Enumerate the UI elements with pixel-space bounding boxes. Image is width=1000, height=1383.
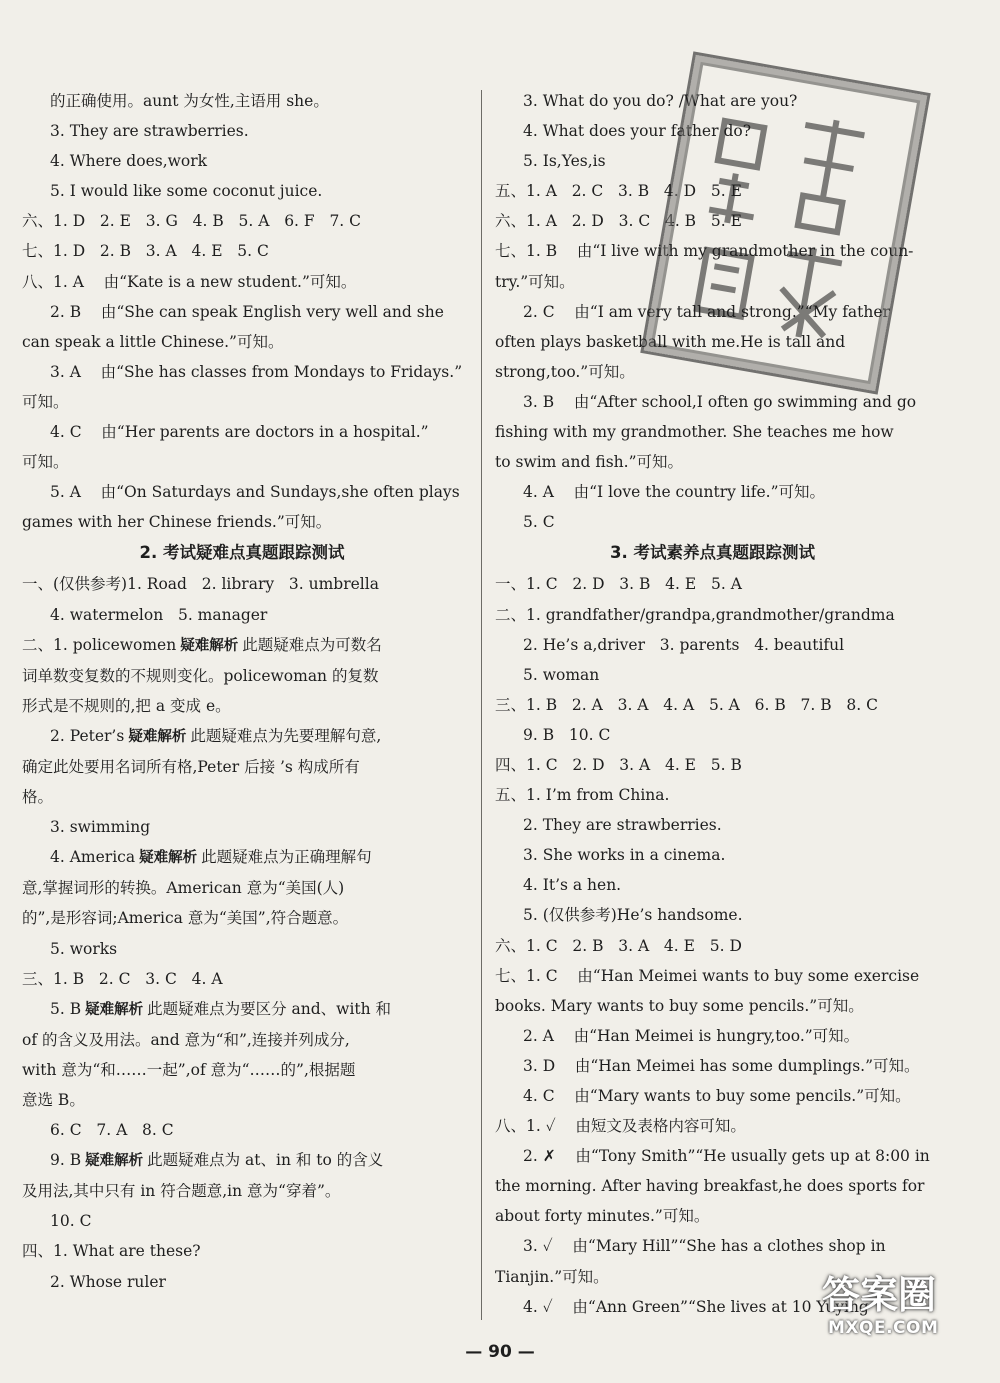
answer-line: 五、1. A 2. C 3. B 4. D 5. E — [495, 182, 742, 201]
answer-line: 六、1. C 2. B 3. A 4. E 5. D — [495, 936, 742, 955]
answer-text: 4. America — [50, 848, 136, 867]
answer-line: 5. works — [50, 939, 118, 958]
answer-line: 七、1. C 由“Han Meimei wants to buy some exercise — [495, 966, 920, 985]
answer-line: 六、1. D 2. E 3. G 4. B 5. A 6. F 7. C — [22, 212, 362, 231]
answer-line: 3. She works in a cinema. — [523, 846, 726, 865]
answer-line: 4. C 由“Her parents are doctors in a hospital.” — [50, 423, 429, 442]
answer-line: 一、1. C 2. D 3. B 4. E 5. A — [495, 575, 742, 594]
answer-line: 一、(仅供参考)1. Road 2. library 3. umbrella — [22, 575, 379, 594]
answer-line: with 意为“和……一起”,of 意为“……的”,根据题 — [22, 1060, 356, 1079]
answer-line: 5. A 由“On Saturdays and Sundays,she often plays — [50, 483, 460, 502]
answer-line: 2. He’s a,driver 3. parents 4. beautiful — [523, 635, 845, 654]
analysis-text: 此题疑难点为正确理解句 — [201, 848, 372, 867]
answer-line: about forty minutes.”可知。 — [495, 1207, 710, 1226]
answer-line: 2. A 由“Han Meimei is hungry,too.”可知。 — [523, 1026, 860, 1045]
analysis-text: 此题疑难点为先要理解句意, — [190, 726, 382, 745]
answer-line: 10. C — [50, 1212, 92, 1231]
answer-line: 三、1. B 2. C 3. C 4. A — [22, 969, 223, 988]
answer-line: 4. Where does,work — [50, 152, 208, 171]
answer-line: 5. (仅供参考)He’s handsome. — [523, 906, 743, 925]
answer-line: 二、1. grandfather/grandpa,grandmother/grandma — [495, 605, 895, 624]
analysis-tag: 疑难解析 — [180, 637, 239, 654]
answer-line: Tianjin.”可知。 — [495, 1267, 609, 1286]
answer-text: 二、1. policewomen — [22, 635, 177, 654]
answer-line: the morning. After having breakfast,he does sports for — [495, 1177, 925, 1196]
answer-line — [22, 842, 462, 873]
answer-line: strong,too.”可知。 — [495, 362, 635, 381]
answer-line: 形式是不规则的,把 a 变成 e。 — [22, 696, 231, 715]
answer-line: to swim and fish.”可知。 — [495, 453, 683, 472]
answer-line: 可知。 — [22, 453, 69, 472]
answer-line: 3. B 由“After school,I often go swimming and go — [523, 392, 917, 411]
answer-line: of 的含义及用法。and 意为“和”,连接并列成分, — [22, 1030, 350, 1049]
answer-line: 四、1. What are these? — [22, 1242, 201, 1261]
page-number: — 90 — — [465, 1342, 535, 1362]
answer-line: 八、1. ✓ 由短文及表格内容可知。 — [495, 1117, 746, 1136]
answer-line: 4. What does your father do? — [523, 122, 752, 141]
answer-line: 2. B 由“She can speak English very well and she — [50, 302, 444, 321]
answer-line: 四、1. C 2. D 3. A 4. E 5. B — [495, 755, 742, 774]
watermark-url: MXQE.COM — [828, 1318, 939, 1338]
answer-line: 2. C 由“I am very tall and strong.”“My father — [523, 302, 890, 321]
answer-line: 意,掌握词形的转换。American 意为“美国(人) — [22, 879, 345, 898]
answer-line: 6. C 7. A 8. C — [50, 1121, 174, 1140]
answer-line: 可知。 — [22, 392, 69, 411]
answer-line: 六、1. A 2. D 3. C 4. B 5. E — [495, 212, 742, 231]
analysis-text: 此题疑难点为要区分 and、with 和 — [147, 999, 392, 1018]
answer-line: 4. C 由“Mary wants to buy some pencils.”可知。 — [523, 1087, 911, 1105]
analysis-tag: 疑难解析 — [85, 1001, 144, 1018]
column-divider — [481, 90, 482, 1320]
analysis-text: 此题疑难点为 at、in 和 to 的含义 — [147, 1151, 384, 1170]
answer-line: 5. C — [523, 513, 555, 532]
answer-line: books. Mary wants to buy some pencils.”可知。 — [495, 996, 864, 1015]
answer-line: 词单数变复数的不规则变化。policewoman 的复数 — [22, 666, 379, 685]
answer-text: 2. Peter’s — [50, 726, 125, 745]
answer-line: 5. I would like some coconut juice. — [50, 182, 323, 201]
analysis-tag: 疑难解析 — [139, 850, 198, 867]
answer-line: 4. ✓ 由“Ann Green”“She lives at 10 Yuying — [523, 1297, 869, 1316]
answer-line: try.”可知。 — [495, 272, 575, 291]
answer-line: 及用法,其中只有 in 符合题意,in 意为“穿着”。 — [22, 1182, 341, 1201]
answer-line: 3. D 由“Han Meimei has some dumplings.”可知。 — [523, 1056, 920, 1075]
answer-line: 3. They are strawberries. — [50, 122, 249, 141]
answer-line: 2. They are strawberries. — [523, 816, 722, 835]
analysis-text: 此题疑难点为可数名 — [242, 635, 382, 654]
answer-line: 的”,是形容词;America 意为“美国”,符合题意。 — [22, 909, 349, 928]
answer-line: 五、1. I’m from China. — [495, 786, 670, 805]
answer-line: 2. Whose ruler — [50, 1272, 166, 1291]
answer-line: 4. watermelon 5. manager — [50, 605, 268, 624]
answer-line — [22, 1145, 462, 1176]
stamp-glyphs-icon — [644, 55, 928, 391]
answer-text: 5. B — [50, 999, 82, 1018]
answer-line: 3. What do you do? /What are you? — [523, 92, 798, 110]
answer-line — [22, 630, 462, 661]
answer-line — [22, 994, 462, 1025]
answer-line: 七、1. B 由“I live with my grandmother in the coun- — [495, 242, 914, 261]
answer-line: 格。 — [22, 788, 54, 807]
section-title: 3. 考试素养点真题跟踪测试 — [610, 543, 815, 563]
answer-line: 八、1. A 由“Kate is a new student.”可知。 — [22, 272, 357, 291]
answer-line: 4. It’s a hen. — [523, 876, 622, 895]
analysis-tag: 疑难解析 — [128, 728, 187, 745]
answer-line: 的正确使用。aunt 为女性,主语用 she。 — [50, 92, 329, 110]
answer-line — [22, 721, 462, 752]
answer-line: 2. ✗ 由“Tony Smith”“He usually gets up at 8:00 in — [523, 1147, 930, 1166]
answer-line: 5. Is,Yes,is — [523, 152, 606, 171]
answer-line: games with her Chinese friends.”可知。 — [22, 513, 332, 532]
answer-line: fishing with my grandmother. She teaches me how — [495, 423, 894, 442]
answer-line: 确定此处要用名词所有格,Peter 后接 ’s 构成所有 — [22, 757, 360, 776]
answer-line: 三、1. B 2. A 3. A 4. A 5. A 6. B 7. B 8. C — [495, 695, 878, 714]
answer-line: can speak a little Chinese.”可知。 — [22, 332, 284, 351]
answer-text: 9. B — [50, 1151, 82, 1170]
answer-line: 意选 B。 — [22, 1091, 85, 1109]
answer-line: 4. A 由“I love the country life.”可知。 — [523, 483, 826, 502]
answer-line: 3. ✓ 由“Mary Hill”“She has a clothes shop in — [523, 1237, 886, 1256]
answer-line: 5. woman — [523, 665, 600, 684]
answer-line: often plays basketball with me.He is tall and — [495, 332, 846, 351]
answer-line: 3. swimming — [50, 818, 151, 837]
answer-line: 9. B 10. C — [523, 725, 611, 744]
section-title: 2. 考试疑难点真题跟踪测试 — [139, 543, 345, 563]
watermark-logo: 答案圈 — [822, 1273, 937, 1317]
left-column — [22, 86, 462, 1297]
answer-line: 3. A 由“She has classes from Mondays to Fridays.” — [50, 362, 463, 381]
analysis-tag: 疑难解析 — [85, 1153, 144, 1170]
answer-line: 七、1. D 2. B 3. A 4. E 5. C — [22, 242, 269, 261]
